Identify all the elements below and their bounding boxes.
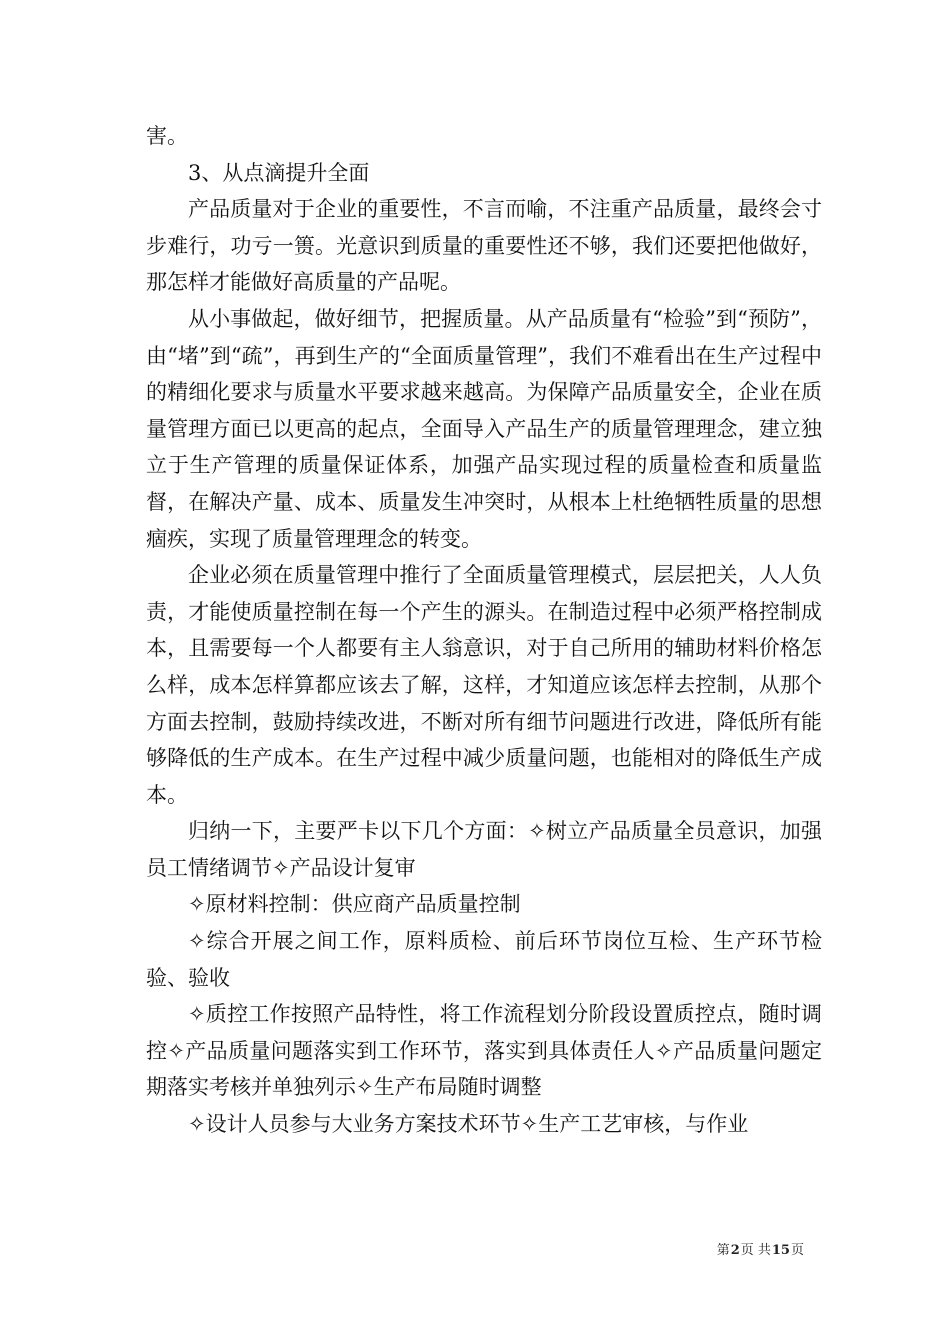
paragraph-6: 归纳一下，主要严卡以下几个方面：✧树立产品质量全员意识，加强员工情绪调节✧产品设计复审 xyxy=(146,819,822,880)
footer-prefix: 第 xyxy=(716,1243,730,1258)
footer-middle: 页 共 xyxy=(740,1243,771,1258)
list-item-inspection: ✧综合开展之间工作，原料质检、前后环节岗位互检、生产环节检验、验收 xyxy=(146,929,822,990)
paragraph-3: 产品质量对于企业的重要性，不言而喻，不注重产品质量，最终会寸步难行，功亏一篑。光意识到质量的重要性还不够，我们还要把他做好，那怎样才能做好高质量的产品呢。 xyxy=(146,197,822,295)
paragraph-5: 企业必须在质量管理中推行了全面质量管理模式，层层把关，人人负责，才能使质量控制在每一个产生的源头。在制造过程中必须严格控制成本，且需要每一个人都要有主人翁意识，对于自己所用的辅助材料价格怎么样，成本怎样算都应该去了解，这样，才知道应该怎样去控制，从那个方面去控制，鼓励持续改进，不断对所有细节问题进行改进，降低所有能够降低的生产成本。在生产过程中减少质量问题，也能相对的降低生产成本。 xyxy=(146,563,822,807)
paragraph-1: 害。 xyxy=(146,124,188,148)
page-footer xyxy=(717,1242,804,1260)
paragraph-4: 从小事做起，做好细节，把握质量。从产品质量有“检验”到“预防”，由“堵”到“疏”，再到生产的“全面质量管理”，我们不难看出在生产过程中的精细化要求与质量水平要求越来越高。为保障产品质量安全，企业在质量管理方面已以更高的起点，全面导入产品生产的质量管理理念，建立独立于生产管理的质量保证体系，加强产品实现过程的质量检查和质量监督，在解决产量、成本、质量发生冲突时，从根本上杜绝牺牲质量的思想痼疾，实现了质量管理理念的转变。 xyxy=(146,306,822,551)
footer-suffix: 页 xyxy=(790,1243,804,1258)
footer-current-page: 2 xyxy=(730,1243,740,1258)
document-body xyxy=(146,118,822,1143)
list-item-raw-material: ✧原材料控制：供应商产品质量控制 xyxy=(188,892,521,917)
section-heading: 3、从点滴提升全面 xyxy=(188,160,370,185)
footer-total-pages: 15 xyxy=(771,1243,790,1258)
list-item-quality-control: ✧质控工作按照产品特性，将工作流程划分阶段设置质控点，随时调控✧产品质量问题落实到工作环节，落实到具体责任人✧产品质量问题定期落实考核并单独列示✧生产布局随时调整 xyxy=(146,1002,822,1100)
list-item-design: ✧设计人员参与大业务方案技术环节✧生产工艺审核，与作业 xyxy=(188,1112,749,1137)
